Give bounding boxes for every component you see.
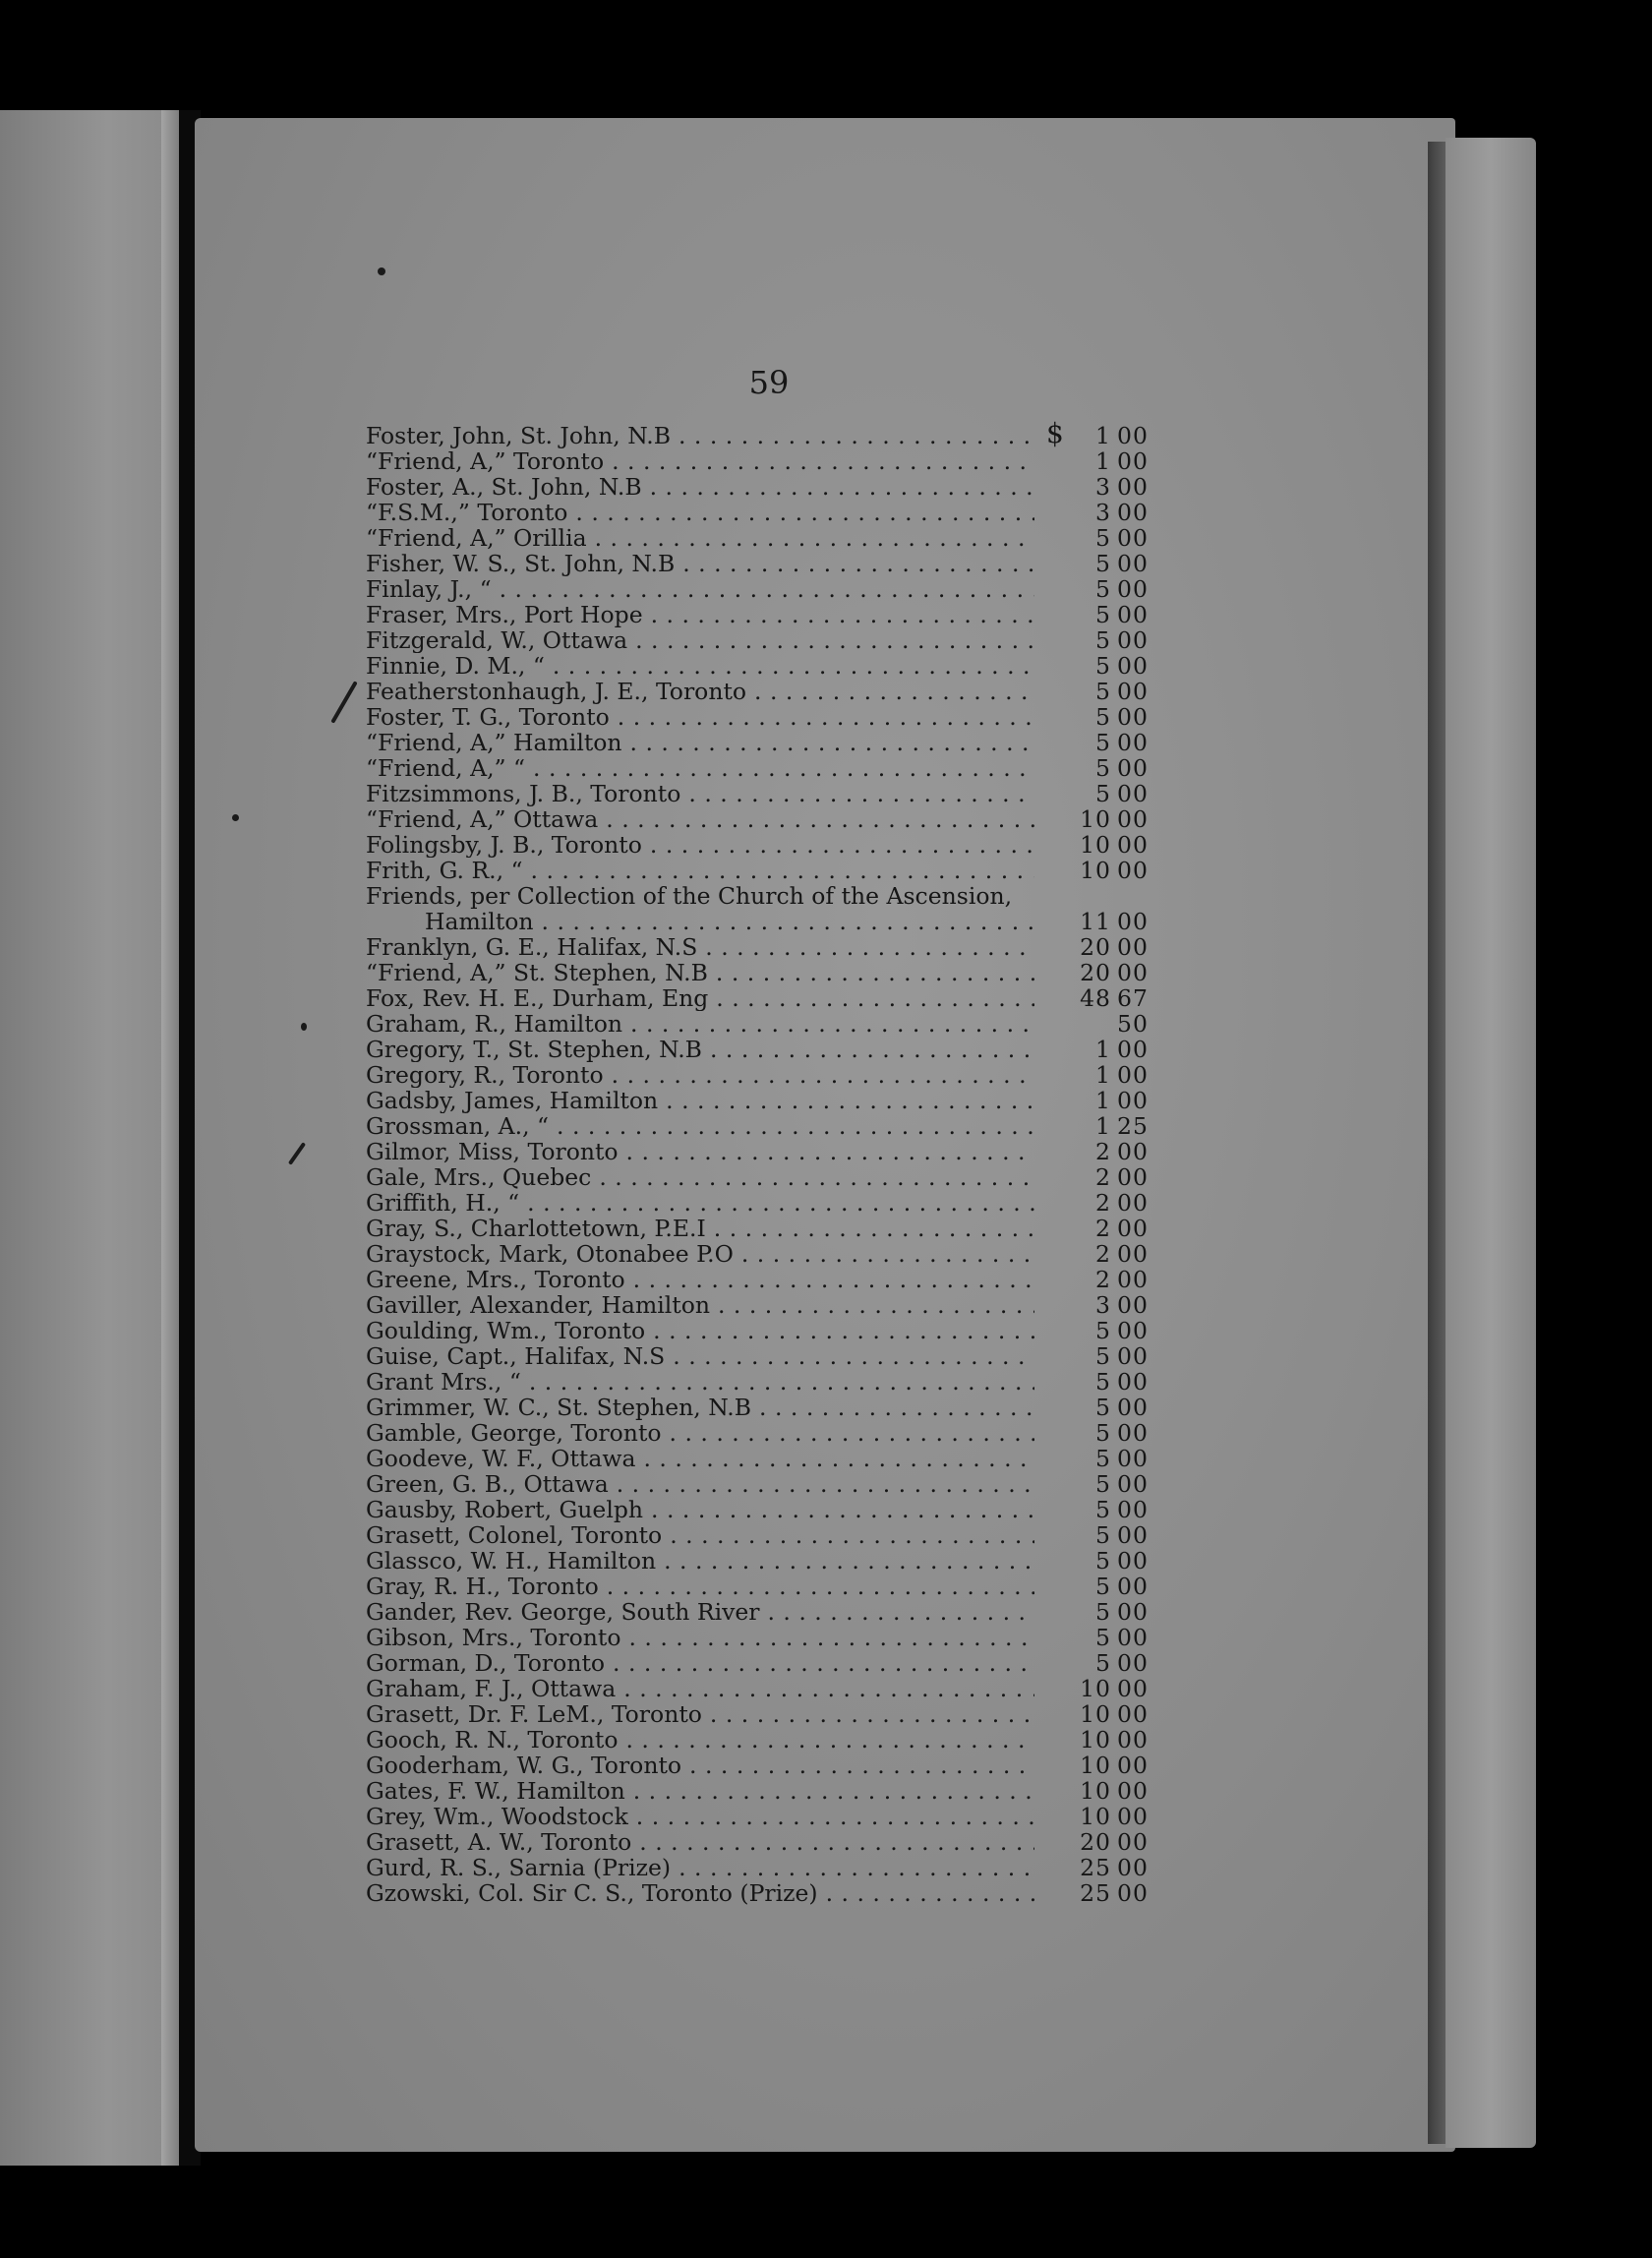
list-item [366, 1343, 1152, 1369]
amount [1076, 883, 1164, 909]
amount-cents: 00 [1117, 1649, 1149, 1677]
amount-cents: 00 [1117, 524, 1149, 552]
list-item [366, 1241, 1152, 1267]
donor-name: Grimmer, W. C., St. Stephen, N.B . . . [366, 1395, 1034, 1420]
amount-cents: 00 [1117, 1317, 1149, 1344]
list-item [366, 417, 1152, 449]
amount-cents: 25 [1117, 1112, 1149, 1140]
list-item [366, 1880, 1152, 1906]
list-item [366, 960, 1152, 985]
list-item [366, 1420, 1152, 1446]
donor-name: Grossman, A., “ . . . [366, 1113, 1034, 1139]
amount [1076, 423, 1164, 448]
amount-cents: 00 [1117, 1700, 1149, 1728]
amount-dollars: 5 [1095, 678, 1111, 705]
list-item [366, 704, 1152, 730]
amount [1076, 1037, 1164, 1062]
amount-dollars: 5 [1095, 524, 1111, 552]
amount-dollars: 5 [1095, 1496, 1111, 1523]
amount-dollars: 2 [1095, 1163, 1111, 1191]
amount [1076, 934, 1164, 960]
list-item [366, 627, 1152, 653]
page-number: 59 [748, 364, 790, 401]
list-item [366, 1855, 1152, 1880]
amount-cents: 00 [1117, 1036, 1149, 1063]
amount [1076, 500, 1164, 525]
amount-dollars: 25 [1080, 1879, 1111, 1907]
amount-dollars: 20 [1080, 933, 1111, 961]
amount-dollars: 5 [1095, 780, 1111, 807]
donor-name: Franklyn, G. E., Halifax, N.S . . . [366, 934, 1034, 960]
amount-cents: 00 [1117, 1470, 1149, 1498]
amount [1076, 1267, 1164, 1292]
amount-dollars: 5 [1095, 1547, 1111, 1575]
amount-dollars: 10 [1080, 1803, 1111, 1830]
amount [1076, 1855, 1164, 1880]
donor-name: Griffith, H., “ . . . [366, 1190, 1034, 1216]
list-item [366, 1318, 1152, 1343]
donor-name: Friends, per Collection of the Church of the Ascension, [366, 883, 1013, 909]
amount [1076, 1522, 1164, 1548]
list-item [366, 576, 1152, 602]
amount-dollars: 10 [1080, 1777, 1111, 1805]
list-item [366, 1599, 1152, 1625]
donor-name: Fisher, W. S., St. John, N.B . . . [366, 551, 1034, 576]
amount-cents: 00 [1117, 1675, 1149, 1702]
amount-cents: 00 [1117, 780, 1149, 807]
amount-dollars: 5 [1095, 1317, 1111, 1344]
amount-cents: 00 [1117, 1879, 1149, 1907]
amount [1076, 858, 1164, 883]
donor-name: Gates, F. W., Hamilton . . . [366, 1778, 1034, 1804]
list-item [366, 1804, 1152, 1829]
list-item [366, 1113, 1152, 1139]
amount-cents: 00 [1117, 933, 1149, 961]
amount [1076, 960, 1164, 985]
donor-name: “Friend, A,” Orillia . . . [366, 525, 1034, 551]
list-item [366, 1011, 1152, 1037]
donor-name: Glassco, W. H., Hamilton . . . [366, 1548, 1034, 1574]
amount-dollars: 10 [1080, 1752, 1111, 1779]
list-item [366, 1650, 1152, 1676]
amount [1076, 679, 1164, 704]
amount-cents: 00 [1117, 729, 1149, 756]
donor-name: Graham, F. J., Ottawa . . . [366, 1676, 1034, 1701]
amount-cents: 00 [1117, 1598, 1149, 1626]
amount-dollars: 5 [1095, 652, 1111, 680]
amount [1076, 1216, 1164, 1241]
donor-name: Gamble, George, Toronto . . . [366, 1420, 1034, 1446]
amount-dollars: 5 [1095, 1419, 1111, 1447]
list-item [366, 602, 1152, 627]
amount-cents: 00 [1117, 959, 1149, 986]
amount-cents: 50 [1117, 1010, 1149, 1038]
amount [1076, 1395, 1164, 1420]
amount-dollars: 1 [1095, 422, 1111, 449]
list-item [366, 1778, 1152, 1804]
donor-name: Gurd, R. S., Sarnia (Prize) . . . [366, 1855, 1034, 1880]
donor-name: “Friend, A,” Hamilton . . . [366, 730, 1034, 755]
donor-name: Graystock, Mark, Otonabee P.O . . . [366, 1241, 1034, 1267]
donor-name: Fitzgerald, W., Ottawa . . . [366, 627, 1034, 653]
amount-dollars: 1 [1095, 1087, 1111, 1114]
donor-name: “Friend, A,” “ . . . [366, 755, 1034, 781]
amount [1076, 1369, 1164, 1395]
amount-dollars: 5 [1095, 1521, 1111, 1549]
donor-name: Gray, S., Charlottetown, P.E.I . . . [366, 1216, 1034, 1241]
amount-dollars: 5 [1095, 1598, 1111, 1626]
amount [1076, 1753, 1164, 1778]
amount-dollars: 1 [1095, 1112, 1111, 1140]
amount [1076, 1497, 1164, 1522]
amount-cents: 00 [1117, 1624, 1149, 1651]
donor-name: Greene, Mrs., Toronto . . . [366, 1267, 1034, 1292]
amount [1076, 448, 1164, 474]
list-item [366, 1369, 1152, 1395]
page-stack-edge [1446, 138, 1536, 2148]
amount-cents: 00 [1117, 1828, 1149, 1856]
amount [1076, 730, 1164, 755]
ink-speck [301, 1023, 307, 1031]
list-item [366, 551, 1152, 576]
amount-cents: 00 [1117, 703, 1149, 731]
list-item [366, 1139, 1152, 1164]
list-item [366, 1701, 1152, 1727]
list-item [366, 679, 1152, 704]
amount-cents: 00 [1117, 1266, 1149, 1293]
amount-cents: 00 [1117, 1394, 1149, 1421]
amount [1076, 1446, 1164, 1471]
donor-name: Gzowski, Col. Sir C. S., Toronto (Prize) . . . [366, 1880, 1034, 1906]
list-item [366, 1676, 1152, 1701]
amount-cents: 00 [1117, 1521, 1149, 1549]
amount-dollars: 5 [1095, 729, 1111, 756]
list-item [366, 1471, 1152, 1497]
amount-cents: 00 [1117, 1496, 1149, 1523]
amount-dollars: 10 [1080, 1700, 1111, 1728]
donor-name: Gooderham, W. G., Toronto . . . [366, 1753, 1034, 1778]
amount [1076, 1778, 1164, 1804]
donor-name: Foster, A., St. John, N.B . . . [366, 474, 1034, 500]
amount-dollars: 10 [1080, 805, 1111, 833]
amount-cents: 00 [1117, 754, 1149, 782]
amount-cents: 00 [1117, 805, 1149, 833]
amount-cents: 00 [1117, 908, 1149, 935]
ink-speck [232, 814, 239, 821]
amount-cents: 00 [1117, 857, 1149, 884]
amount [1076, 704, 1164, 730]
donor-name: Goodeve, W. F., Ottawa . . . [366, 1446, 1034, 1471]
list-item [366, 858, 1152, 883]
amount-cents: 00 [1117, 1445, 1149, 1472]
amount [1076, 1292, 1164, 1318]
amount [1076, 1676, 1164, 1701]
amount-cents: 00 [1117, 1854, 1149, 1881]
amount-cents: 00 [1117, 1215, 1149, 1242]
amount-cents: 00 [1117, 652, 1149, 680]
list-item [366, 500, 1152, 525]
list-item [366, 883, 1152, 909]
amount [1076, 602, 1164, 627]
amount-dollars: 5 [1095, 1470, 1111, 1498]
amount-cents: 00 [1117, 1368, 1149, 1396]
amount [1076, 1829, 1164, 1855]
amount [1076, 1190, 1164, 1216]
amount-dollars: 2 [1095, 1266, 1111, 1293]
amount-cents: 00 [1117, 1777, 1149, 1805]
amount [1076, 1574, 1164, 1599]
list-item [366, 1267, 1152, 1292]
amount [1076, 1241, 1164, 1267]
amount-cents: 00 [1117, 831, 1149, 859]
amount [1076, 1113, 1164, 1139]
list-item [366, 985, 1152, 1011]
list-item [366, 755, 1152, 781]
list-item [366, 1522, 1152, 1548]
amount-cents: 00 [1117, 422, 1149, 449]
amount-dollars: 1 [1095, 1036, 1111, 1063]
amount [1076, 1088, 1164, 1113]
list-item [366, 448, 1152, 474]
amount [1076, 832, 1164, 858]
donor-name: Finlay, J., “ . . . [366, 576, 1034, 602]
amount [1076, 1599, 1164, 1625]
amount-dollars: 5 [1095, 1649, 1111, 1677]
amount-dollars: 2 [1095, 1138, 1111, 1165]
amount-cents: 00 [1117, 601, 1149, 628]
amount [1076, 1650, 1164, 1676]
amount-cents: 00 [1117, 1163, 1149, 1191]
amount [1076, 1701, 1164, 1727]
donor-name: Gibson, Mrs., Toronto . . . [366, 1625, 1034, 1650]
amount-dollars: 5 [1095, 1368, 1111, 1396]
dollar-sign: $ [1046, 417, 1064, 449]
amount-cents: 00 [1117, 1752, 1149, 1779]
donor-name: Gale, Mrs., Quebec . . . [366, 1164, 1034, 1190]
amount-dollars: 5 [1095, 1394, 1111, 1421]
amount-cents: 00 [1117, 1061, 1149, 1089]
donor-name: “Friend, A,” Toronto . . . [366, 448, 1034, 474]
amount [1076, 1804, 1164, 1829]
list-item [366, 1088, 1152, 1113]
amount [1076, 1164, 1164, 1190]
amount-dollars: 3 [1095, 473, 1111, 501]
donor-name: Featherstonhaugh, J. E., Toronto . . . [366, 679, 1034, 704]
list-item [366, 781, 1152, 806]
amount-cents: 00 [1117, 447, 1149, 475]
donor-name: Grasett, A. W., Toronto . . . [366, 1829, 1034, 1855]
donor-name: Graham, R., Hamilton . . . [366, 1011, 1034, 1037]
amount-dollars: 5 [1095, 754, 1111, 782]
amount-dollars: 5 [1095, 1573, 1111, 1600]
amount-cents: 00 [1117, 626, 1149, 654]
amount-dollars: 48 [1080, 984, 1111, 1012]
amount-cents: 00 [1117, 1547, 1149, 1575]
donor-name: Gregory, T., St. Stephen, N.B . . . [366, 1037, 1034, 1062]
amount-dollars: 5 [1095, 1624, 1111, 1651]
amount-cents: 00 [1117, 1291, 1149, 1319]
list-item [366, 1292, 1152, 1318]
donor-name: Finnie, D. M., “ . . . [366, 653, 1034, 679]
amount [1076, 1062, 1164, 1088]
amount-dollars: 10 [1080, 1726, 1111, 1753]
amount-dollars: 20 [1080, 1828, 1111, 1856]
donor-name: Gilmor, Miss, Toronto . . . [366, 1139, 1034, 1164]
donor-name: Gray, R. H., Toronto . . . [366, 1574, 1034, 1599]
donor-name: Guise, Capt., Halifax, N.S . . . [366, 1343, 1034, 1369]
donor-name: Foster, T. G., Toronto . . . [366, 704, 1034, 730]
amount [1076, 1011, 1164, 1037]
donor-name: Gadsby, James, Hamilton . . . [366, 1088, 1034, 1113]
list-item [366, 1037, 1152, 1062]
amount [1076, 1139, 1164, 1164]
amount [1076, 1880, 1164, 1906]
donor-name: Grasett, Dr. F. LeM., Toronto . . . [366, 1701, 1034, 1727]
donor-name: Foster, John, St. John, N.B . . . [366, 423, 1034, 448]
amount-dollars: 3 [1095, 1291, 1111, 1319]
amount-dollars: 5 [1095, 601, 1111, 628]
amount-cents: 00 [1117, 550, 1149, 577]
list-item [366, 806, 1152, 832]
list-item [366, 1164, 1152, 1190]
amount [1076, 1420, 1164, 1446]
donor-name: Fox, Rev. H. E., Durham, Eng . . . [366, 985, 1034, 1011]
amount-dollars: 10 [1080, 857, 1111, 884]
amount-dollars: 5 [1095, 575, 1111, 603]
list-item [366, 653, 1152, 679]
amount-cents: 00 [1117, 1419, 1149, 1447]
amount-dollars: 5 [1095, 1445, 1111, 1472]
amount-cents: 00 [1117, 1087, 1149, 1114]
amount [1076, 551, 1164, 576]
list-item [366, 934, 1152, 960]
list-item [366, 1727, 1152, 1753]
amount-dollars: 2 [1095, 1215, 1111, 1242]
amount-dollars: 5 [1095, 626, 1111, 654]
donor-name: Frith, G. R., “ . . . [366, 858, 1034, 883]
amount [1076, 627, 1164, 653]
donor-name: “Friend, A,” St. Stephen, N.B . . . [366, 960, 1034, 985]
donor-name: Gooch, R. N., Toronto . . . [366, 1727, 1034, 1753]
amount [1076, 1318, 1164, 1343]
list-item [366, 1829, 1152, 1855]
amount [1076, 653, 1164, 679]
amount-cents: 00 [1117, 575, 1149, 603]
list-item [366, 1548, 1152, 1574]
amount [1076, 755, 1164, 781]
list-item [366, 1446, 1152, 1471]
list-item [366, 909, 1152, 934]
list-item [366, 1190, 1152, 1216]
amount-dollars: 2 [1095, 1189, 1111, 1217]
list-item [366, 1497, 1152, 1522]
donor-name: Grasett, Colonel, Toronto . . . [366, 1522, 1034, 1548]
list-item [366, 1625, 1152, 1650]
amount-cents: 00 [1117, 1803, 1149, 1830]
amount-dollars: 1 [1095, 447, 1111, 475]
page-edge-shadow [1428, 142, 1446, 2144]
amount-dollars: 20 [1080, 959, 1111, 986]
amount-cents: 00 [1117, 1138, 1149, 1165]
amount [1076, 909, 1164, 934]
donor-name: Fitzsimmons, J. B., Toronto . . . [366, 781, 1034, 806]
amount [1076, 781, 1164, 806]
ink-speck [378, 267, 385, 275]
amount-dollars: 10 [1080, 1675, 1111, 1702]
list-item [366, 1395, 1152, 1420]
amount-dollars: 11 [1080, 908, 1111, 935]
list-item [366, 525, 1152, 551]
donor-name: Gorman, D., Toronto . . . [366, 1650, 1034, 1676]
amount [1076, 1625, 1164, 1650]
amount-dollars: 5 [1095, 550, 1111, 577]
amount-dollars: 5 [1095, 1342, 1111, 1370]
donor-name: Gausby, Robert, Guelph . . . [366, 1497, 1034, 1522]
amount [1076, 474, 1164, 500]
donor-name: “F.S.M.,” Toronto . . . [366, 500, 1034, 525]
amount-cents: 00 [1117, 1240, 1149, 1268]
list-item [366, 1574, 1152, 1599]
amount-dollars: 1 [1095, 1061, 1111, 1089]
amount-dollars: 25 [1080, 1854, 1111, 1881]
amount-cents: 00 [1117, 499, 1149, 526]
amount-dollars: 2 [1095, 1240, 1111, 1268]
amount-cents: 00 [1117, 678, 1149, 705]
donor-name: “Friend, A,” Ottawa . . . [366, 806, 1034, 832]
amount [1076, 806, 1164, 832]
amount [1076, 1343, 1164, 1369]
list-item [366, 1062, 1152, 1088]
donor-name: Gander, Rev. George, South River . . . [366, 1599, 1034, 1625]
list-item [366, 730, 1152, 755]
donor-name: Grey, Wm., Woodstock . . . [366, 1804, 1034, 1829]
amount-cents: 67 [1117, 984, 1149, 1012]
amount [1076, 1727, 1164, 1753]
donor-name: Goulding, Wm., Toronto . . . [366, 1318, 1034, 1343]
list-item [366, 832, 1152, 858]
amount [1076, 1471, 1164, 1497]
donor-name: Grant Mrs., “ . . . [366, 1369, 1034, 1395]
subscription-list [366, 417, 1152, 1907]
amount-cents: 00 [1117, 1342, 1149, 1370]
amount [1076, 985, 1164, 1011]
donor-name: Gaviller, Alexander, Hamilton . . . [366, 1292, 1034, 1318]
amount [1076, 576, 1164, 602]
donor-name: Hamilton . . . [425, 909, 1034, 934]
amount [1076, 525, 1164, 551]
left-page-edge [161, 110, 181, 2166]
amount-cents: 00 [1117, 1573, 1149, 1600]
amount-dollars: 3 [1095, 499, 1111, 526]
list-item [366, 1753, 1152, 1778]
list-item [366, 1216, 1152, 1241]
amount-cents: 00 [1117, 1726, 1149, 1753]
amount-dollars: 10 [1080, 831, 1111, 859]
donor-name: Fraser, Mrs., Port Hope . . . [366, 602, 1034, 627]
donor-name: Gregory, R., Toronto . . . [366, 1062, 1034, 1088]
donor-name: Green, G. B., Ottawa . . . [366, 1471, 1034, 1497]
left-page [0, 110, 179, 2166]
amount [1076, 1548, 1164, 1574]
donor-name: Folingsby, J. B., Toronto . . . [366, 832, 1034, 858]
amount-dollars: 5 [1095, 703, 1111, 731]
amount-cents: 00 [1117, 473, 1149, 501]
amount-cents: 00 [1117, 1189, 1149, 1217]
list-item [366, 474, 1152, 500]
